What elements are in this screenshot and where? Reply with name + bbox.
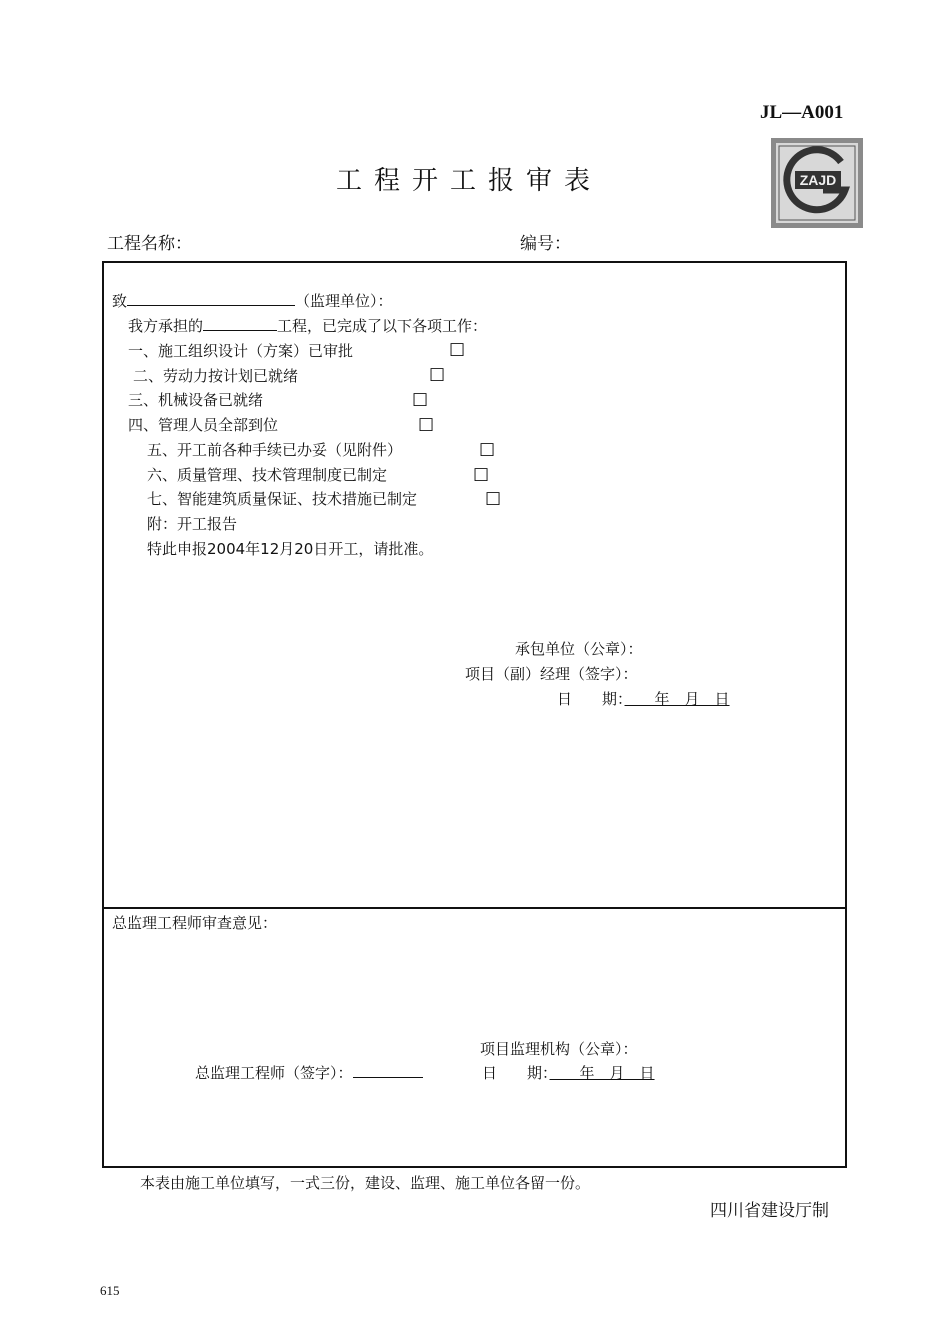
zajd-logo-icon [771, 138, 863, 228]
to-suffix: （监理单位）： [295, 292, 393, 310]
checklist-item: 六、质量管理、技术管理制度已制定 [147, 466, 388, 484]
to-prefix: 致 [112, 292, 128, 310]
checklist-item: 三、机械设备已就绪 [128, 391, 264, 409]
checkbox[interactable]: □ [418, 414, 435, 434]
manager-signature-label: 项目（副）经理（签字）： [465, 665, 638, 683]
section-divider [102, 907, 847, 909]
issuer-label: 四川省建设厅制 [710, 1201, 829, 1221]
attachment-line: 附：开工报告 [147, 515, 238, 533]
checklist-item: 一、施工组织设计（方案）已审批 [128, 342, 354, 360]
checkbox[interactable]: □ [479, 439, 496, 459]
review-opinion-label: 总监理工程师审查意见： [112, 914, 278, 932]
date-blank[interactable]: 年 月 日 [624, 690, 730, 708]
checkbox[interactable]: □ [485, 488, 502, 508]
signature-blank[interactable] [353, 1063, 423, 1078]
engineer-label: 总监理工程师（签字）： [195, 1064, 353, 1082]
review-date-line [482, 1062, 655, 1083]
application-date-line [557, 688, 730, 709]
page-title: 工程开工报审表 [336, 166, 603, 196]
chief-engineer-signature-line [195, 1062, 423, 1083]
project-name-label: 工程名称： [107, 234, 192, 254]
checkbox[interactable]: □ [412, 389, 429, 409]
page-number: 615 [100, 1283, 120, 1298]
intro-line [128, 315, 487, 336]
checkbox[interactable]: □ [473, 464, 490, 484]
intro-prefix: 我方承担的 [128, 317, 204, 335]
checklist-item: 五、开工前各种手续已办妥（见附件） [147, 441, 403, 459]
date-label: 日 期： [482, 1064, 550, 1082]
checklist-item: 四、管理人员全部到位 [128, 416, 279, 434]
intro-suffix: 工程，已完成了以下各项工作： [277, 317, 488, 335]
checklist-item: 七、智能建筑质量保证、技术措施已制定 [147, 490, 418, 508]
checkbox[interactable]: □ [429, 364, 446, 384]
checklist-item: 二、劳动力按计划已就绪 [133, 367, 299, 385]
date-blank[interactable]: 年 月 日 [549, 1064, 655, 1082]
form-code: JL—A001 [760, 102, 844, 123]
footer-note: 本表由施工单位填写，一式三份，建设、监理、施工单位各留一份。 [140, 1174, 591, 1192]
supervision-unit-blank[interactable] [127, 291, 295, 306]
checkbox[interactable]: □ [449, 339, 466, 359]
declaration-line: 特此申报2004年12月20日开工，请批准。 [147, 540, 434, 558]
project-blank[interactable] [203, 316, 277, 331]
logo-text: ZAJD [799, 172, 837, 188]
addressee-line [112, 290, 393, 311]
supervision-org-seal-label: 项目监理机构（公章）： [480, 1040, 638, 1058]
date-label: 日 期： [557, 690, 625, 708]
contractor-seal-label: 承包单位（公章）： [515, 640, 643, 658]
number-label: 编号： [520, 234, 571, 254]
